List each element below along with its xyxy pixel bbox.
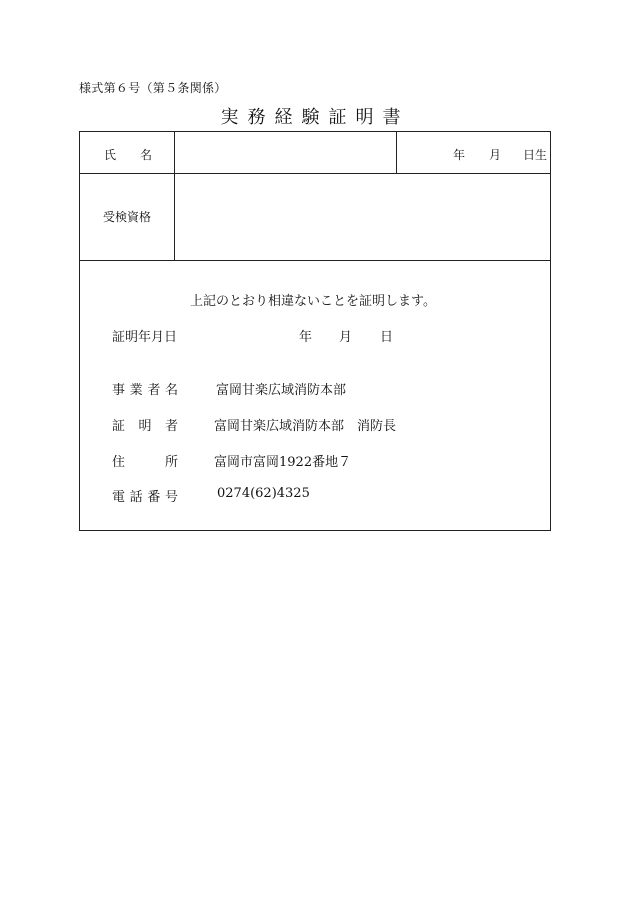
name-field[interactable]: [176, 133, 394, 172]
row-divider: [80, 260, 550, 261]
certification-date-label: 証明年月日: [112, 330, 178, 345]
name-label: 氏 名: [104, 148, 153, 162]
birth-month-unit: 月: [489, 148, 502, 162]
business-operator-value: 富岡甘楽広域消防本部: [216, 383, 347, 398]
phone-value: 0274(62)4325: [217, 486, 310, 501]
address-label: 住所: [112, 455, 178, 470]
certifier-label: 証明者: [112, 419, 178, 434]
birth-day-suffix: 日生: [523, 148, 548, 162]
birth-year-unit: 年: [453, 148, 466, 162]
certifier-value: 富岡甘楽広域消防本部 消防長: [214, 419, 397, 434]
document-title: 実務経験証明書: [220, 107, 410, 128]
qualification-label: 受検資格: [103, 210, 152, 224]
row-divider: [80, 173, 550, 174]
certificate-table: [79, 131, 551, 531]
certification-month-unit: 月: [339, 330, 353, 345]
qualification-field[interactable]: [176, 175, 548, 259]
business-operator-label: 事業者名: [112, 383, 178, 398]
form-number: 様式第６号（第５条関係）: [79, 81, 227, 95]
column-divider: [174, 132, 175, 260]
certification-year-unit: 年: [299, 330, 313, 345]
certification-day-unit: 日: [380, 330, 394, 345]
column-divider: [396, 132, 397, 173]
address-value: 富岡市富岡1922番地７: [214, 455, 352, 470]
certification-statement: 上記のとおり相違ないことを証明します。: [190, 294, 436, 309]
phone-label: 電話番号: [112, 490, 178, 505]
